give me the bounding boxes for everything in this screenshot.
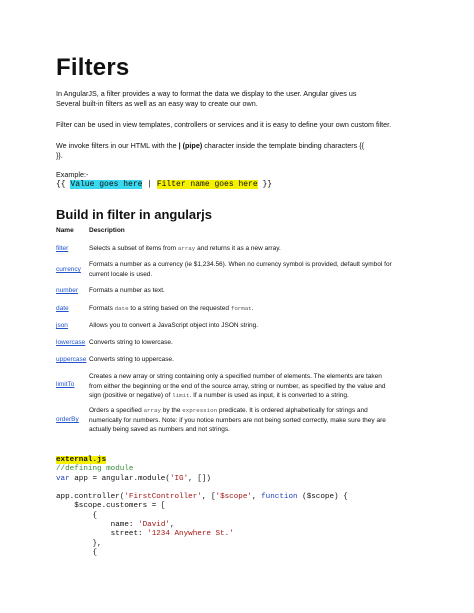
intro-line-2: Several built-in filters as well as an easy way to create our own. [56, 99, 258, 108]
filter-name-highlight: Filter name goes here [156, 180, 258, 189]
example-label: Example:- [56, 170, 89, 179]
code-block: external.js //defining module var app = angular.module('IG', []) app.controller('FirstController', ['$scope', function ($scope) { $scope.customers = [ { name: 'David', street: '1234 Anywhere St.' }, { [56, 456, 348, 557]
lowercase-link[interactable]: lowercase [56, 339, 86, 346]
row-description: Allows you to convert a JavaScript object into JSON string. [89, 322, 259, 329]
example-code: {{ Value goes here | Filter name goes here }} [56, 180, 273, 189]
usage-paragraph: Filter can be used in view templates, controllers or services and it is easy to define your own custom filter. [56, 120, 392, 129]
invoke-line-1: We invoke filters in our HTML with the | (pipe) character inside the template binding characters {{ [56, 141, 365, 150]
invoke-line-2: }}. [56, 151, 63, 160]
section-title: Build in filter in angularjs [56, 207, 213, 222]
row-description: Converts string to lowercase. [89, 339, 173, 346]
row-description: Formats a number as text. [89, 287, 165, 294]
row-description: Formats date to a string based on the requested format. [89, 305, 254, 312]
page-title: Filters [56, 54, 130, 81]
row-description: Orders a specified array by the expression predicate. It is ordered alphabetically for strings and numerically for numbers. Note: if you notice numbers are not being sorted correctly, make sure they are actually being saved as numbers and not strings. [89, 407, 386, 433]
currency-link[interactable]: currency [56, 266, 81, 273]
date-link[interactable]: date [56, 305, 69, 312]
column-header-description: Description [89, 227, 125, 234]
invoke-paragraph [56, 141, 426, 161]
intro-paragraph [56, 89, 426, 109]
code-comment: //defining module [56, 465, 134, 474]
row-description: Selects a subset of items from array and returns it as a new array. [89, 245, 281, 252]
value-highlight: Value goes here [70, 180, 143, 189]
uppercase-link[interactable]: uppercase [56, 356, 87, 363]
column-header-name: Name [56, 227, 74, 234]
row-description: Converts string to uppercase. [89, 356, 174, 363]
json-link[interactable]: json [56, 322, 68, 329]
intro-line-1: In AngularJS, a filter provides a way to format the data we display to the user. Angular gives us [56, 89, 357, 98]
orderby-link[interactable]: orderBy [56, 416, 79, 423]
filter-link[interactable]: filter [56, 245, 69, 252]
pipe-bold: | (pipe) [178, 141, 203, 150]
row-description: Formats a number as a currency (ie $1,234.56). When no currency symbol is provided, default symbol for current locale is used. [89, 261, 392, 278]
code-file-title: external.js [56, 456, 107, 464]
limitto-link[interactable]: limitTo [56, 381, 75, 388]
number-link[interactable]: number [56, 287, 79, 294]
row-description: Creates a new array or string containing only a specified number of elements. The elements are taken from either the beginning or the end of the source array, string or number, as specified by the value and sign (positive or negative) of limit. If a number is used as input, it is converted to a string. [89, 373, 386, 399]
